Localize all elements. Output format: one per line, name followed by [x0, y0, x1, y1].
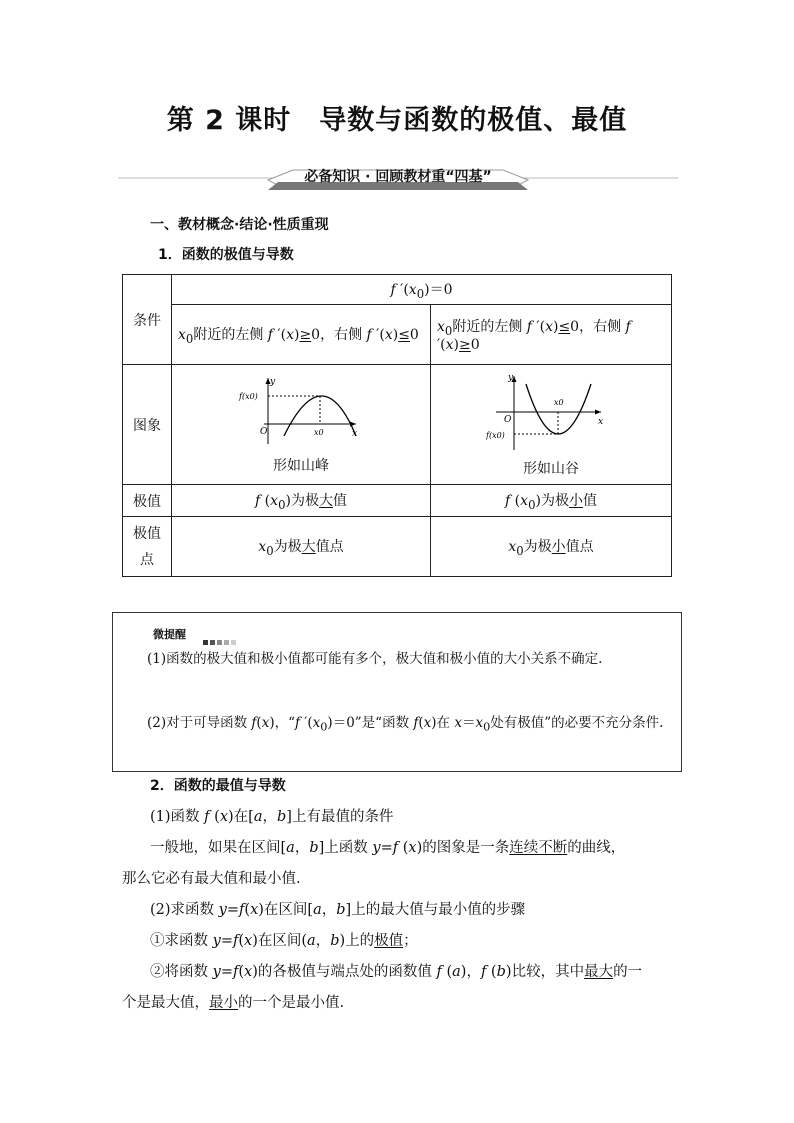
x0-label: x0 — [314, 428, 324, 437]
section-heading: 一、教材概念·结论·性质重现 — [150, 217, 329, 233]
y-axis-label: y — [270, 377, 276, 387]
extreme-label: 极值 — [123, 485, 172, 517]
max-point: $x_0$为极大值点 — [172, 517, 431, 577]
section-banner — [118, 166, 678, 194]
cond-common: f $'(x_0)=0$ — [172, 275, 672, 305]
cond-label: 条件 — [123, 275, 172, 365]
fx0-label: f(x0) — [239, 392, 258, 401]
valley-graph — [486, 372, 616, 452]
fx0-label: f(x0) — [486, 430, 505, 440]
x-axis-label: x — [352, 429, 358, 439]
body-line-3: 那么它必有最大值和最小值. — [122, 871, 301, 887]
x-axis-label: x — [598, 416, 604, 427]
min-point: $x_0$为极小值点 — [431, 517, 672, 577]
origin-label: O — [260, 427, 268, 437]
max-value: f $(x_0)$为极大值 — [172, 485, 431, 517]
cond-right: $x_0$附近的左侧 f ′(x)≤0，右侧 f ′(x)≥0 — [431, 305, 672, 365]
peak-graph-cell — [172, 365, 431, 485]
peak-graph — [236, 374, 366, 449]
tip-box — [112, 612, 682, 772]
extreme-point-label: 极值 点 — [123, 517, 172, 577]
body-line-4: (2)求函数 y=f(x)在区间[a，b]上的最大值与最小值的步骤 — [150, 902, 526, 918]
cond-left: $x_0$附近的左侧 f ′(x)≥0，右侧 f ′(x)≤0 — [172, 305, 431, 365]
tip-paragraph-1: (1)函数的极大值和极小值都可能有多个，极大值和极小值的大小关系不确定. — [147, 651, 603, 667]
x0-label: x0 — [554, 397, 564, 407]
page-title: 第 2 课时 导数与函数的极值、最值 — [166, 105, 628, 136]
peak-caption: 形如山峰 — [273, 458, 329, 474]
origin-label: O — [504, 414, 512, 425]
valley-caption: 形如山谷 — [523, 460, 579, 477]
banner-text: 必备知识 · 回顾教材重“四基” — [304, 169, 492, 185]
valley-graph-cell — [431, 365, 672, 485]
y-axis-label: y — [508, 372, 514, 383]
subsection-heading-extreme: 1．函数的极值与导数 — [158, 247, 294, 263]
min-value: f $(x_0)$为极小值 — [431, 485, 672, 517]
body-line-7: 个是最大值，最小的一个是最小值. — [122, 995, 345, 1011]
tip-paragraph-2: (2)对于可导函数 f(x)，“f $'(x_0)=0$”是“函数 f(x)在 $x=x_0$处有极值”的必要不充分条件. — [147, 715, 664, 734]
body-line-5: ①求函数 y=f(x)在区间(a，b)上的极值； — [150, 933, 418, 949]
subsection-heading-max-min: 2．函数的最值与导数 — [150, 778, 286, 794]
body-line-6: ②将函数 y=f(x)的各极值与端点处的函数值 f (a)，f (b)比较，其中最大的一 — [150, 964, 643, 980]
body-line-1: (1)函数 f (x)在[a，b]上有最值的条件 — [150, 809, 394, 825]
graph-label: 图象 — [123, 365, 172, 485]
body-line-2: 一般地，如果在区间[a，b]上函数 y=f (x)的图象是一条连续不断的曲线， — [150, 840, 626, 856]
tip-title: 微提醒 — [153, 628, 186, 641]
extreme-value-table — [122, 274, 672, 577]
